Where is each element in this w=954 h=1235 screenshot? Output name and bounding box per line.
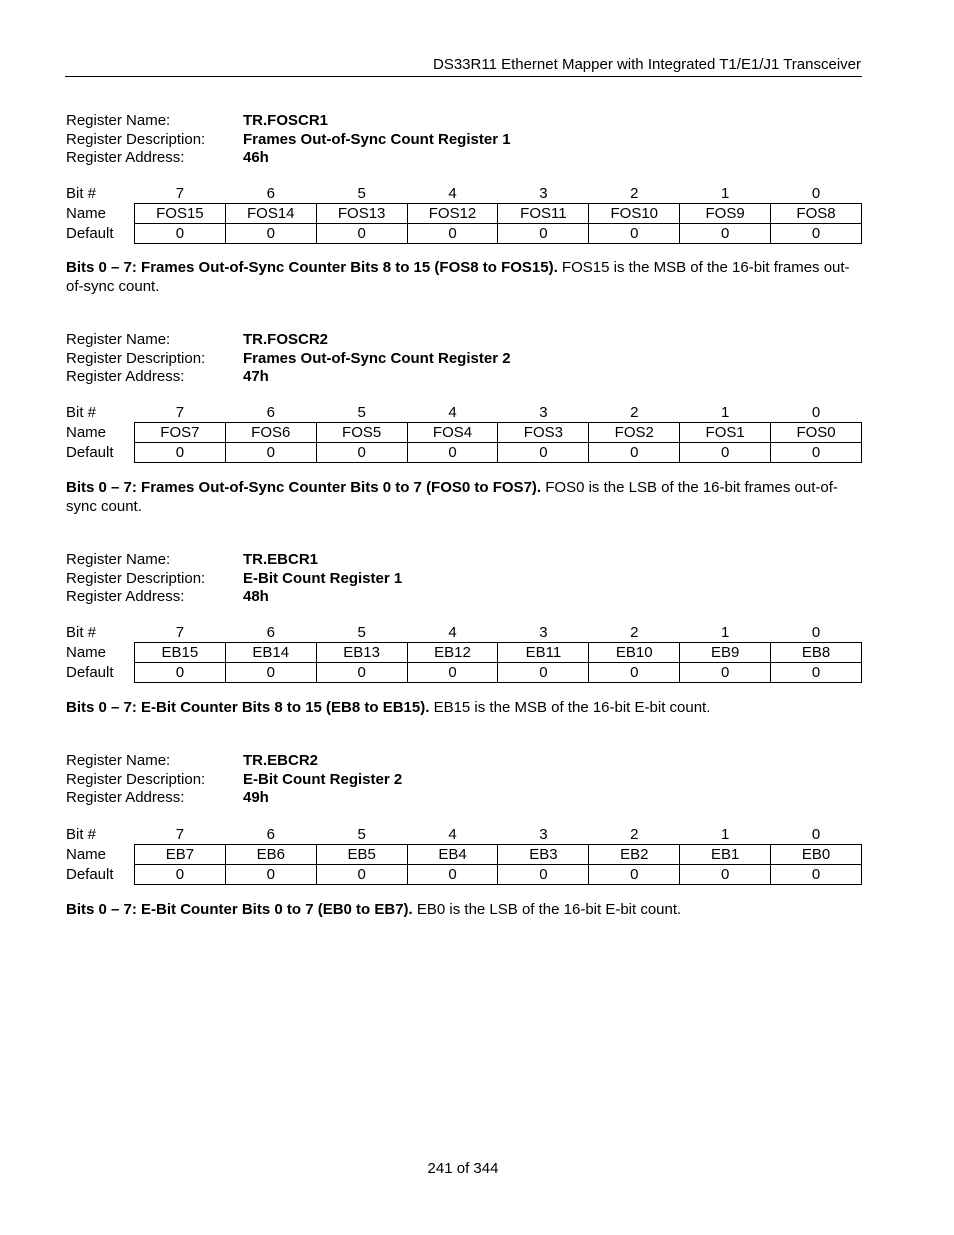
register-description-value: Frames Out-of-Sync Count Register 1: [243, 130, 511, 148]
bit-name-cell: FOS12: [407, 204, 498, 224]
register-address-row: [66, 588, 862, 607]
bit-name-cell: FOS2: [589, 423, 680, 443]
bit-name-cell: FOS15: [134, 204, 225, 224]
bit-number-cell: 5: [357, 826, 366, 843]
bit-default-cell: 0: [498, 663, 589, 683]
bit-default-cell: 0: [407, 663, 498, 683]
bit-number-cell: 1: [720, 826, 730, 843]
register-description-row: [66, 350, 862, 369]
bit-default-cell: 0: [316, 865, 407, 885]
page-header-title: DS33R11 Ethernet Mapper with Integrated T1/E1/J1 Transceiver: [432, 56, 861, 73]
bit-number-cell: 6: [266, 624, 275, 641]
bit-description-text: EB15 is the MSB of the 16-bit E-bit count.: [429, 699, 711, 716]
bit-name-cell: EB12: [407, 643, 498, 663]
bit-row-label: Bit #: [66, 624, 97, 642]
bit-number-cell: 7: [175, 185, 185, 202]
bit-name-cell: FOS4: [407, 423, 498, 443]
bit-default-cell: 0: [134, 865, 225, 885]
bit-default-cell: 0: [134, 224, 225, 244]
bit-name-cell: FOS9: [680, 204, 771, 224]
register-bit-description: [66, 479, 856, 516]
register-bit-table: [66, 623, 862, 683]
register-name-label: Register Name:: [66, 551, 171, 568]
register-address-label: Register Address:: [66, 149, 185, 166]
register-address-value: 46h: [243, 149, 269, 166]
bit-default-row: [66, 224, 862, 244]
bit-default-cell: 0: [407, 224, 498, 244]
bit-number-cell: 2: [630, 826, 639, 843]
bit-name-cell: FOS8: [771, 204, 862, 224]
bit-default-cell: 0: [225, 663, 316, 683]
bit-name-cell: EB14: [225, 643, 316, 663]
bit-row-label: Bit #: [66, 826, 97, 844]
bit-name-cell: FOS6: [225, 423, 316, 443]
name-row-label: Name: [66, 846, 107, 863]
bit-default-cell: 0: [680, 443, 771, 463]
bit-default-row: [66, 865, 862, 885]
name-row-label: Name: [66, 424, 107, 441]
bit-default-cell: 0: [498, 865, 589, 885]
bit-name-cell: EB4: [407, 845, 498, 865]
bit-number-cell: 5: [357, 624, 366, 641]
bit-name-cell: FOS5: [316, 423, 407, 443]
bit-default-cell: 0: [680, 663, 771, 683]
register-bit-table: [66, 825, 862, 885]
register-name-label: Register Name:: [66, 112, 171, 129]
bit-number-cell: 2: [630, 185, 639, 202]
bit-name-cell: EB10: [589, 643, 680, 663]
bit-default-cell: 0: [316, 443, 407, 463]
bit-description-text: FOS15 is the MSB of the 16-bit frames out-of-sync count.: [66, 259, 850, 295]
register-section-ebcr1: [66, 551, 862, 716]
bit-default-cell: 0: [498, 224, 589, 244]
bit-name-cell: EB8: [771, 643, 862, 663]
bit-default-cell: 0: [771, 443, 862, 463]
bit-row-label: Bit #: [66, 185, 97, 203]
bit-name-cell: EB0: [771, 845, 862, 865]
register-bit-table: [66, 403, 862, 463]
bit-number-cell: 3: [539, 185, 548, 202]
bit-name-row: [66, 643, 862, 663]
bit-row-label: Bit #: [66, 404, 97, 422]
bit-name-cell: FOS1: [680, 423, 771, 443]
register-address-value: 47h: [243, 368, 269, 385]
name-row-label: Name: [66, 205, 107, 222]
bit-default-cell: 0: [225, 224, 316, 244]
bit-number-cell: 5: [357, 404, 366, 421]
bit-number-cell: 3: [539, 404, 548, 421]
register-address-row: [66, 368, 862, 387]
register-description-value: E-Bit Count Register 1: [243, 569, 403, 587]
bit-name-cell: FOS0: [771, 423, 862, 443]
register-address-label: Register Address:: [66, 588, 185, 605]
register-name-label: Register Name:: [66, 752, 171, 769]
register-address-value: 49h: [243, 789, 269, 806]
register-address-row: [66, 149, 862, 168]
bit-name-cell: EB13: [316, 643, 407, 663]
register-name-value: TR.FOSCR1: [243, 112, 329, 129]
bit-number-cell: 3: [539, 624, 548, 641]
bit-number-cell: 6: [266, 185, 275, 202]
bit-default-row: [66, 443, 862, 463]
bit-number-cell: 2: [630, 404, 639, 421]
bit-name-cell: EB1: [680, 845, 771, 865]
register-description-row: [66, 570, 862, 589]
bit-default-cell: 0: [407, 443, 498, 463]
register-description-label: Register Description:: [66, 569, 206, 587]
bit-name-row: [66, 204, 862, 224]
bit-name-cell: EB7: [134, 845, 225, 865]
register-bit-description: [66, 259, 856, 296]
bit-default-cell: 0: [771, 224, 862, 244]
bit-default-cell: 0: [680, 865, 771, 885]
bit-number-cell: 2: [630, 624, 639, 641]
register-description-value: E-Bit Count Register 2: [243, 770, 403, 788]
register-section-foscr2: [66, 331, 862, 515]
bit-name-cell: EB11: [498, 643, 589, 663]
register-name-value: TR.FOSCR2: [243, 331, 329, 348]
register-name-row: [66, 112, 862, 131]
bit-description-text: FOS0 is the LSB of the 16-bit frames out-of-sync count.: [66, 479, 838, 515]
bit-number-cell: 1: [720, 185, 730, 202]
register-address-value: 48h: [243, 588, 269, 605]
bit-number-cell: 4: [448, 624, 457, 641]
bit-default-cell: 0: [225, 865, 316, 885]
register-section-ebcr2: [66, 752, 862, 918]
bit-number-cell: 4: [448, 404, 457, 421]
bit-default-cell: 0: [316, 663, 407, 683]
bit-number-row: [66, 403, 862, 423]
name-row-label: Name: [66, 644, 107, 661]
register-description-row: [66, 771, 862, 790]
register-description-value: Frames Out-of-Sync Count Register 2: [243, 349, 511, 367]
bit-default-cell: 0: [589, 443, 680, 463]
bit-number-cell: 0: [811, 404, 821, 421]
default-row-label: Default: [66, 664, 114, 681]
register-name-row: [66, 551, 862, 570]
bit-default-cell: 0: [589, 663, 680, 683]
page-number: 241 of 344: [427, 1160, 499, 1177]
bit-default-cell: 0: [771, 663, 862, 683]
bit-name-cell: FOS3: [498, 423, 589, 443]
register-description-row: [66, 131, 862, 150]
bit-number-row: [66, 623, 862, 643]
bit-number-cell: 3: [539, 826, 548, 843]
bit-name-row: [66, 845, 862, 865]
register-description-label: Register Description:: [66, 770, 206, 788]
bit-number-cell: 0: [811, 826, 821, 843]
bit-number-cell: 7: [175, 404, 185, 421]
bit-name-cell: FOS10: [589, 204, 680, 224]
bit-number-cell: 0: [811, 185, 821, 202]
bit-name-cell: EB15: [134, 643, 225, 663]
bit-default-row: [66, 663, 862, 683]
bit-number-cell: 6: [266, 404, 275, 421]
bit-number-cell: 0: [811, 624, 821, 641]
bit-name-cell: FOS14: [225, 204, 316, 224]
bit-name-cell: EB6: [225, 845, 316, 865]
bit-default-cell: 0: [589, 224, 680, 244]
register-name-row: [66, 752, 862, 771]
bit-name-cell: EB9: [680, 643, 771, 663]
register-bit-description: [66, 699, 856, 718]
bit-default-cell: 0: [771, 865, 862, 885]
bit-default-cell: 0: [407, 865, 498, 885]
register-bit-description: [66, 901, 856, 920]
register-name-label: Register Name:: [66, 331, 171, 348]
register-name-value: TR.EBCR2: [243, 752, 319, 769]
bit-name-cell: FOS11: [498, 204, 589, 224]
register-section-foscr1: [66, 112, 862, 295]
bit-description-text: EB0 is the LSB of the 16-bit E-bit count.: [412, 901, 682, 918]
bit-name-cell: FOS13: [316, 204, 407, 224]
register-address-row: [66, 789, 862, 808]
bit-default-cell: 0: [589, 865, 680, 885]
bit-number-cell: 5: [357, 185, 366, 202]
bit-default-cell: 0: [225, 443, 316, 463]
bit-default-cell: 0: [316, 224, 407, 244]
bit-name-cell: EB2: [589, 845, 680, 865]
bit-number-cell: 4: [448, 185, 457, 202]
default-row-label: Default: [66, 225, 114, 242]
register-description-label: Register Description:: [66, 349, 206, 367]
default-row-label: Default: [66, 866, 114, 883]
bit-description-heading: Bits 0 – 7: E-Bit Counter Bits 0 to 7 (EB0 to EB7).: [66, 901, 413, 918]
bit-name-row: [66, 423, 862, 443]
bit-default-cell: 0: [498, 443, 589, 463]
bit-number-row: [66, 825, 862, 845]
bit-number-cell: 1: [720, 624, 730, 641]
default-row-label: Default: [66, 444, 114, 461]
bit-default-cell: 0: [134, 663, 225, 683]
register-name-row: [66, 331, 862, 350]
bit-number-cell: 4: [448, 826, 457, 843]
bit-description-heading: Bits 0 – 7: E-Bit Counter Bits 8 to 15 (EB8 to EB15).: [66, 699, 430, 716]
header-divider: [65, 76, 862, 77]
register-address-label: Register Address:: [66, 789, 185, 806]
bit-number-cell: 7: [175, 624, 185, 641]
bit-name-cell: FOS7: [134, 423, 225, 443]
register-description-label: Register Description:: [66, 130, 206, 148]
bit-number-cell: 6: [266, 826, 275, 843]
bit-name-cell: EB5: [316, 845, 407, 865]
register-bit-table: [66, 184, 862, 244]
register-address-label: Register Address:: [66, 368, 185, 385]
register-name-value: TR.EBCR1: [243, 551, 319, 568]
bit-default-cell: 0: [134, 443, 225, 463]
bit-description-heading: Bits 0 – 7: Frames Out-of-Sync Counter Bits 0 to 7 (FOS0 to FOS7).: [66, 479, 542, 496]
bit-number-row: [66, 184, 862, 204]
bit-number-cell: 1: [720, 404, 730, 421]
bit-name-cell: EB3: [498, 845, 589, 865]
bit-default-cell: 0: [680, 224, 771, 244]
bit-description-heading: Bits 0 – 7: Frames Out-of-Sync Counter Bits 8 to 15 (FOS8 to FOS15).: [66, 259, 558, 276]
bit-number-cell: 7: [175, 826, 185, 843]
